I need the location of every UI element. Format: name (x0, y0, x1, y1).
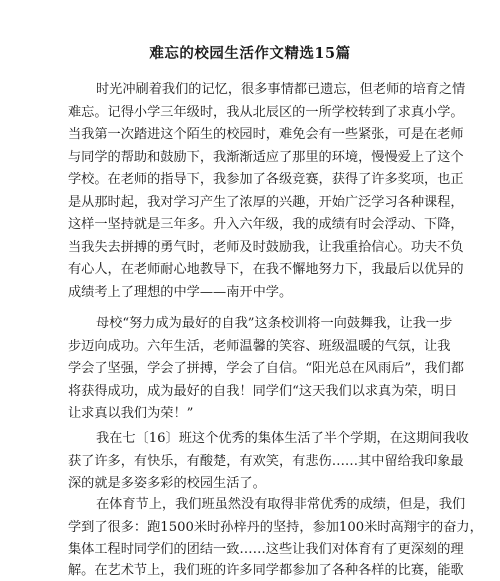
paragraph-1-line-4: 与同学的帮助和鼓励下，我渐渐适应了那里的环境，慢慢爱上了这个 (68, 150, 464, 165)
paragraph-2-line-4: 将获得成功，成为最好的自我！同学们“这天我们以求真为荣，明日 (68, 384, 458, 399)
paragraph-4-line-1: 在体育节上，我们班虽然没有取得非常优秀的成绩，但是，我们 (96, 497, 466, 512)
paragraph-1-line-5: 学校。在老师的指导下，我参加了各级竞赛，获得了许多奖项，也正 (68, 172, 464, 187)
article-title: 难忘的校园生活作文精选15篇 (149, 45, 351, 62)
paragraph-1-line-10: 成绩考上了理想的中学——南开中学。 (68, 285, 293, 300)
paragraph-1-line-1: 时光冲刷着我们的记忆，很多事情都已遗忘，但老师的培育之情 (96, 82, 466, 97)
paragraph-2-line-3: 学会了坚强，学会了拼搏，学会了自信。“阳光总在风雨后”，我们都 (68, 361, 464, 376)
paragraph-1-line-9: 有心人，在老师耐心地教导下，在我不懈地努力下，我最后以优异的 (68, 262, 464, 277)
paragraph-4-line-3: 集体工程时同学们的团结一致……这些让我们对体育有了更深刻的理 (68, 542, 464, 557)
paragraph-1-line-7: 这样一坚持就是三年多。升入六年级，我的成绩有时会浮动、下降， (68, 217, 464, 232)
paragraph-2-line-5: 让求真以我们为荣！” (68, 406, 194, 421)
paragraph-3-line-3: 深的就是多姿多彩的校园生活了。 (68, 476, 266, 491)
paragraph-2-line-2: 步迈向成功。六年生活，老师温馨的笑容、班级温暖的气氛，让我 (68, 339, 451, 354)
paragraph-1-line-6: 是从那时起，我对学习产生了浓厚的兴趣，开始广泛学习各种课程， (68, 195, 464, 210)
paragraph-4-line-4: 解。在艺术节上，我们班的许多同学都参加了各种各样的比赛，能歌 (68, 563, 464, 578)
paragraph-1-line-8: 当我失去拼搏的勇气时，老师及时鼓励我，让我重拾信心。功夫不负 (68, 240, 464, 255)
paragraph-3-line-1: 我在七〔16〕班这个优秀的集体生活了半个学期，在这期间我收 (96, 431, 469, 446)
paragraph-4-line-2: 学到了很多：跑1500米时孙梓丹的坚持，参加100米时高翔宇的奋力， (68, 520, 483, 535)
paragraph-3-line-2: 获了许多，有快乐，有酸楚，有欢笑，有悲伤……其中留给我印象最 (68, 454, 464, 469)
paragraph-1-line-3: 当我第一次踏进这个陌生的校园时，难免会有一些紧张，可是在老师 (68, 127, 464, 142)
paragraph-1-line-2: 难忘。记得小学三年级时，我从北辰区的一所学校转到了求真小学。 (68, 105, 464, 120)
paragraph-2-line-1: 母校“努力成为最好的自我”这条校训将一向鼓舞我，让我一步 (96, 316, 453, 331)
